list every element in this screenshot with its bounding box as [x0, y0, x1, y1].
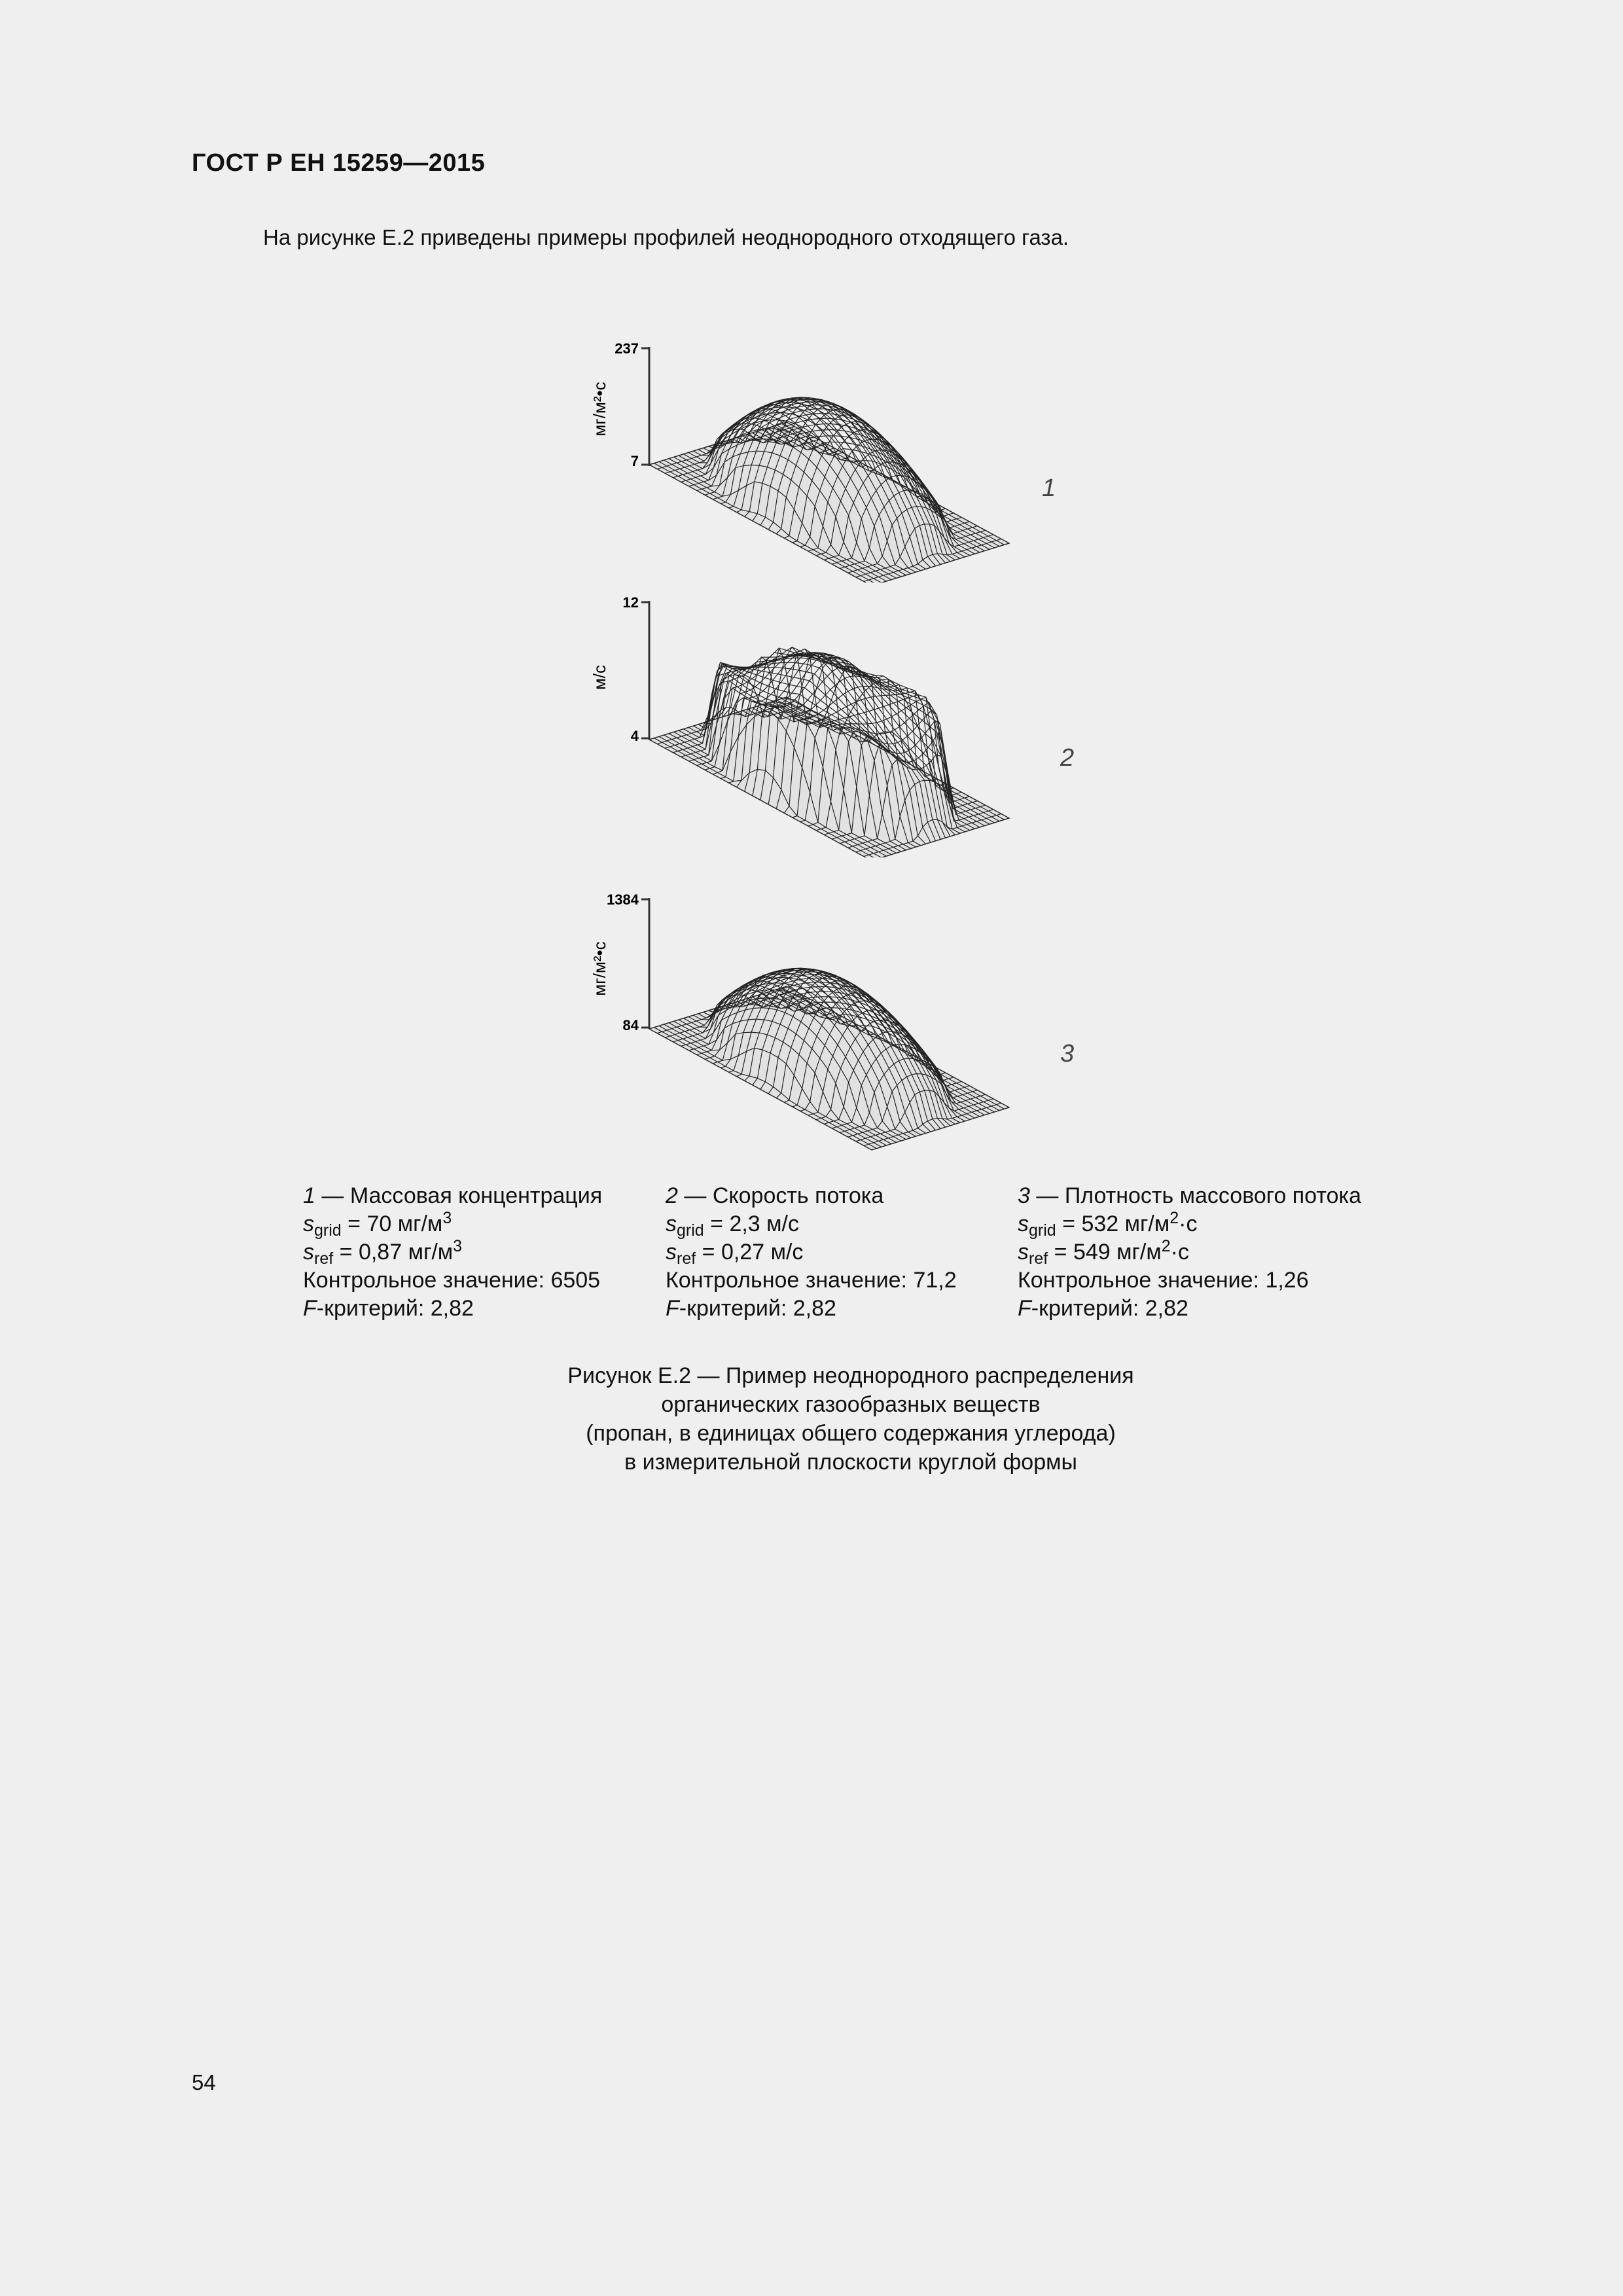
s-symbol: s: [303, 1211, 314, 1236]
legend-entry-1: [303, 1182, 602, 1323]
caption-line: в измерительной плоскости круглой формы: [624, 1450, 1077, 1475]
s-ref-value: = 0,87 мг/м: [339, 1240, 454, 1265]
s-grid-value: = 532 мг/м: [1062, 1211, 1170, 1236]
caption-line: Рисунок Е.2 — Пример неоднородного распределения: [567, 1363, 1134, 1388]
grid-subscript: grid: [677, 1221, 704, 1240]
f-criterion: -критерий: 2,82: [1031, 1296, 1188, 1321]
s-symbol: s: [666, 1211, 677, 1236]
surface-plot-2: [576, 576, 1113, 857]
unit-tail: ·с: [1170, 1240, 1189, 1265]
ref-subscript: ref: [314, 1249, 334, 1268]
ref-subscript: ref: [677, 1249, 696, 1268]
s-symbol: s: [1018, 1211, 1029, 1236]
legend-entry-2: [666, 1182, 957, 1323]
legend-title: — Массовая концентрация: [321, 1183, 603, 1208]
legend-title: — Плотность массового потока: [1036, 1183, 1362, 1208]
grid-subscript: grid: [314, 1221, 342, 1240]
surface-plot-2-svg: [576, 576, 1113, 857]
unit-tail: ·с: [1179, 1211, 1198, 1236]
f-symbol: F: [303, 1296, 317, 1321]
intro-paragraph: На рисунке Е.2 приведены примеры профилей неоднородного отходящего газа.: [263, 225, 1069, 249]
surface-mesh: [649, 397, 1009, 583]
figure-caption: [419, 1361, 1283, 1477]
plot-number: 3: [1060, 1040, 1075, 1067]
plot-number: 1: [1042, 475, 1056, 502]
s-symbol: s: [303, 1240, 314, 1265]
unit-power: 3: [453, 1237, 463, 1255]
f-symbol: F: [1018, 1296, 1031, 1321]
z-max-label: 12: [622, 594, 639, 611]
legend-entry-3: [1018, 1182, 1361, 1323]
s-ref-value: = 549 мг/м: [1054, 1240, 1162, 1265]
z-axis-unit: мг/м²•с: [590, 941, 609, 996]
page-number: 54: [192, 2070, 216, 2094]
z-max-label: 237: [615, 340, 639, 357]
z-min-label: 7: [630, 453, 639, 469]
surface-mesh: [649, 647, 1009, 857]
control-value: Контрольное значение: 71,2: [666, 1268, 957, 1293]
plot-number: 2: [1060, 744, 1075, 772]
s-grid-value: = 70 мг/м: [348, 1211, 443, 1236]
surface-plot-1-svg: [576, 288, 1113, 583]
surface-plot-3-svg: [576, 857, 1113, 1152]
f-symbol: F: [666, 1296, 679, 1321]
z-axis-unit: м/с: [590, 664, 609, 691]
z-axis-unit: мг/м²•с: [590, 382, 609, 437]
surface-plot-1: [576, 288, 1113, 583]
unit-power: 3: [442, 1209, 452, 1227]
f-criterion: -критерий: 2,82: [679, 1296, 836, 1321]
s-ref-value: = 0,27 м/с: [702, 1240, 804, 1265]
legend-number: 3: [1018, 1183, 1030, 1208]
z-max-label: 1384: [607, 891, 639, 908]
grid-subscript: grid: [1029, 1221, 1056, 1240]
s-grid-value: = 2,3 м/с: [710, 1211, 799, 1236]
caption-line: органических газообразных веществ: [661, 1392, 1041, 1417]
ref-subscript: ref: [1029, 1249, 1048, 1268]
legend-number: 2: [666, 1183, 678, 1208]
control-value: Контрольное значение: 1,26: [1018, 1268, 1309, 1293]
z-min-label: 4: [630, 728, 639, 744]
base-plane: [649, 986, 1009, 1150]
surface-plot-3: [576, 857, 1113, 1152]
s-symbol: s: [1018, 1240, 1029, 1265]
legend-number: 1: [303, 1183, 315, 1208]
s-symbol: s: [666, 1240, 677, 1265]
unit-power: 2: [1161, 1237, 1171, 1255]
control-value: Контрольное значение: 6505: [303, 1268, 601, 1293]
caption-line: (пропан, в единицах общего содержания углерода): [586, 1421, 1116, 1446]
unit-power: 2: [1169, 1209, 1179, 1227]
surface-mesh: [649, 968, 1009, 1150]
legend-title: — Скорость потока: [684, 1183, 884, 1208]
f-criterion: -критерий: 2,82: [316, 1296, 474, 1321]
document-header: ГОСТ Р ЕН 15259—2015: [192, 149, 486, 177]
z-min-label: 84: [622, 1017, 639, 1033]
